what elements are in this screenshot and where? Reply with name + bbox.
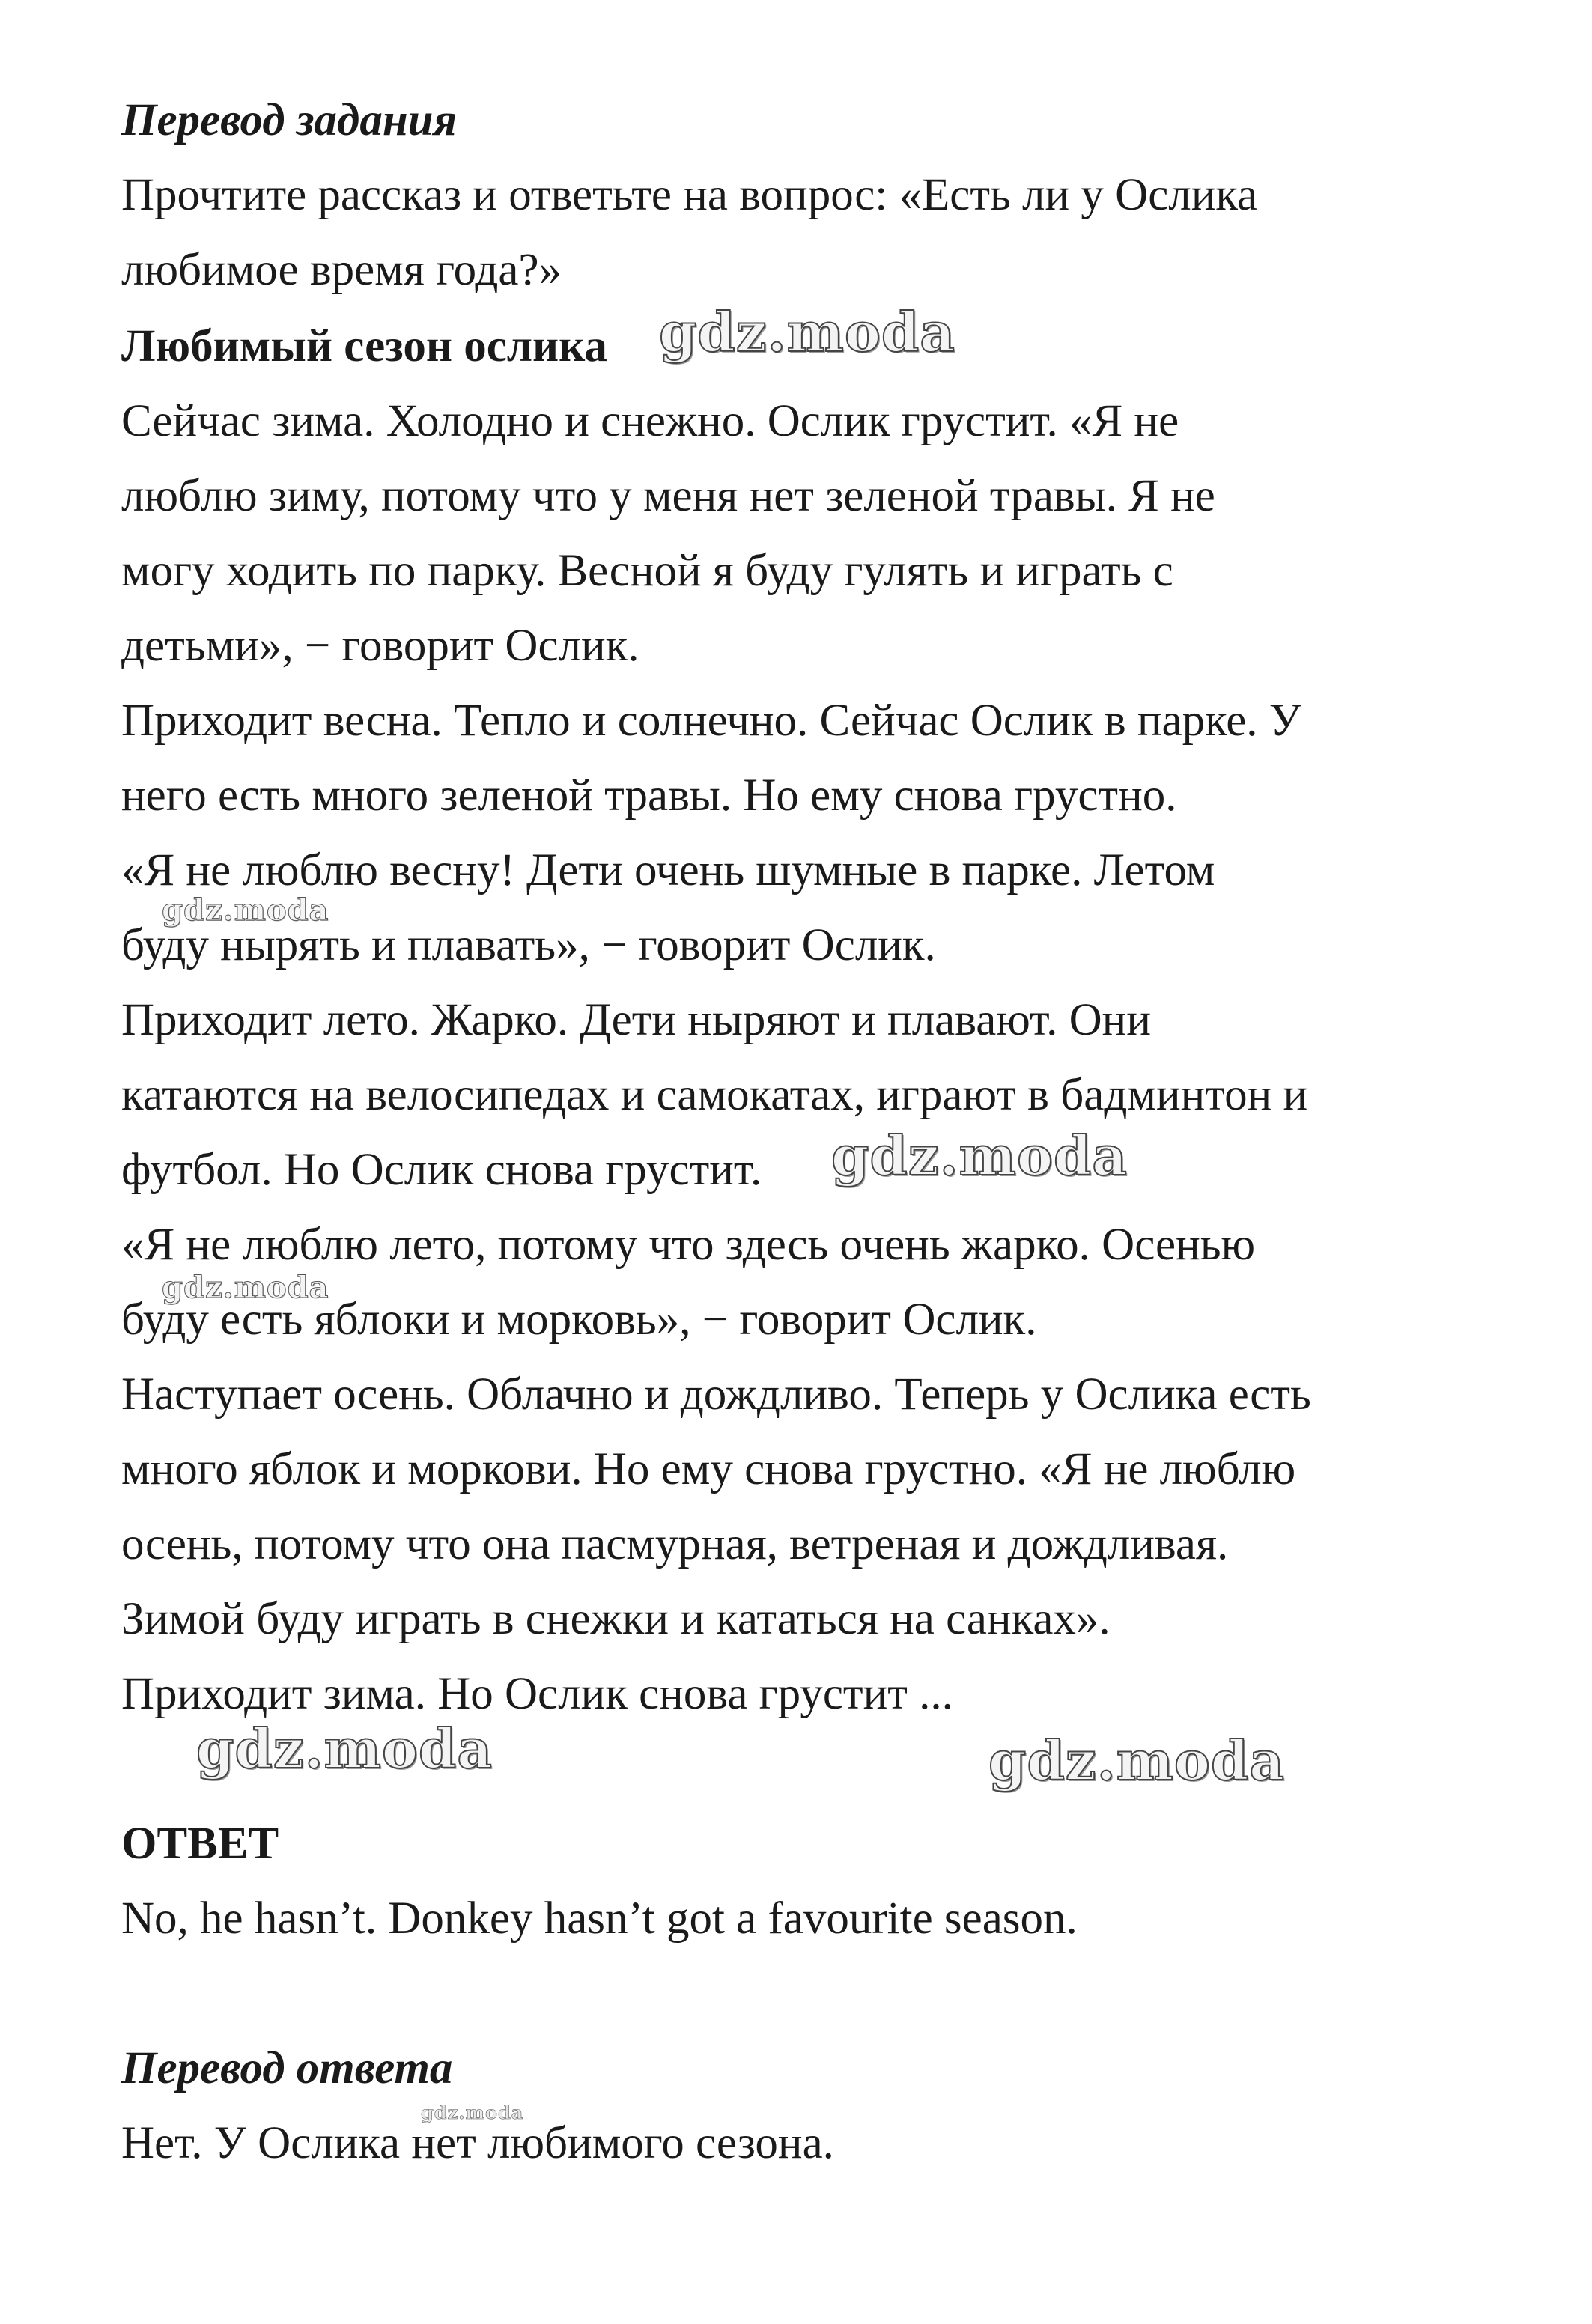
watermark-logo: gdz.moda [421, 2102, 524, 2123]
story-line: детьми», − говорит Ослик. [121, 621, 639, 671]
answer-text: No, he hasn’t. Donkey hasn’t got a favourite season. [121, 1893, 1078, 1944]
answer-heading: ОТВЕТ [121, 1819, 279, 1869]
story-line: Зимой буду играть в снежки и кататься на санках». [121, 1594, 1111, 1644]
story-line: буду нырять и плавать», − говорит Ослик. [121, 920, 936, 970]
story-line: катаются на велосипедах и самокатах, играют в бадминтон и [121, 1070, 1308, 1120]
story-line: Сейчас зима. Холодно и снежно. Ослик грустит. «Я не [121, 396, 1179, 446]
story-line: футбол. Но Ослик снова грустит. [121, 1145, 762, 1195]
story-line: люблю зиму, потому что у меня нет зеленой травы. Я не [121, 471, 1215, 521]
watermark-logo: gdz.moda [659, 300, 955, 364]
task-text-line: Прочтите рассказ и ответьте на вопрос: «Есть ли у Ослика [121, 170, 1258, 220]
story-line: Приходит весна. Тепло и солнечно. Сейчас Ослик в парке. У [121, 696, 1301, 746]
story-line: «Я не люблю лето, потому что здесь очень жарко. Осенью [121, 1220, 1256, 1270]
story-line: Наступает осень. Облачно и дождливо. Теперь у Ослика есть [121, 1369, 1311, 1420]
watermark-logo: gdz.moda [162, 1270, 329, 1305]
story-line: него есть много зеленой травы. Но ему снова грустно. [121, 770, 1177, 821]
answer-translation-text: Нет. У Ослика нет любимого сезона. [121, 2118, 834, 2168]
watermark-logo: gdz.moda [162, 892, 329, 928]
task-text-line: любимое время года?» [121, 245, 562, 295]
answer-translation-heading: Перевод ответа [121, 2043, 453, 2093]
watermark-logo: gdz.moda [988, 1729, 1285, 1792]
watermark-logo: gdz.moda [831, 1124, 1128, 1187]
story-line: Приходит зима. Но Ослик снова грустит ... [121, 1669, 953, 1719]
story-line: буду есть яблоки и морковь», − говорит Ослик. [121, 1295, 1037, 1345]
story-line: много яблок и моркови. Но ему снова грустно. «Я не люблю [121, 1444, 1296, 1494]
story-line: осень, потому что она пасмурная, ветреная и дождливая. [121, 1519, 1229, 1569]
task-translation-heading: Перевод задания [121, 95, 458, 145]
story-title: Любимый сезон ослика [121, 321, 607, 371]
story-line: Приходит лето. Жарко. Дети ныряют и плавают. Они [121, 995, 1151, 1045]
story-line: «Я не люблю весну! Дети очень шумные в парке. Летом [121, 845, 1215, 895]
watermark-logo: gdz.moda [196, 1717, 493, 1780]
story-line: могу ходить по парку. Весной я буду гулять и играть с [121, 546, 1173, 596]
